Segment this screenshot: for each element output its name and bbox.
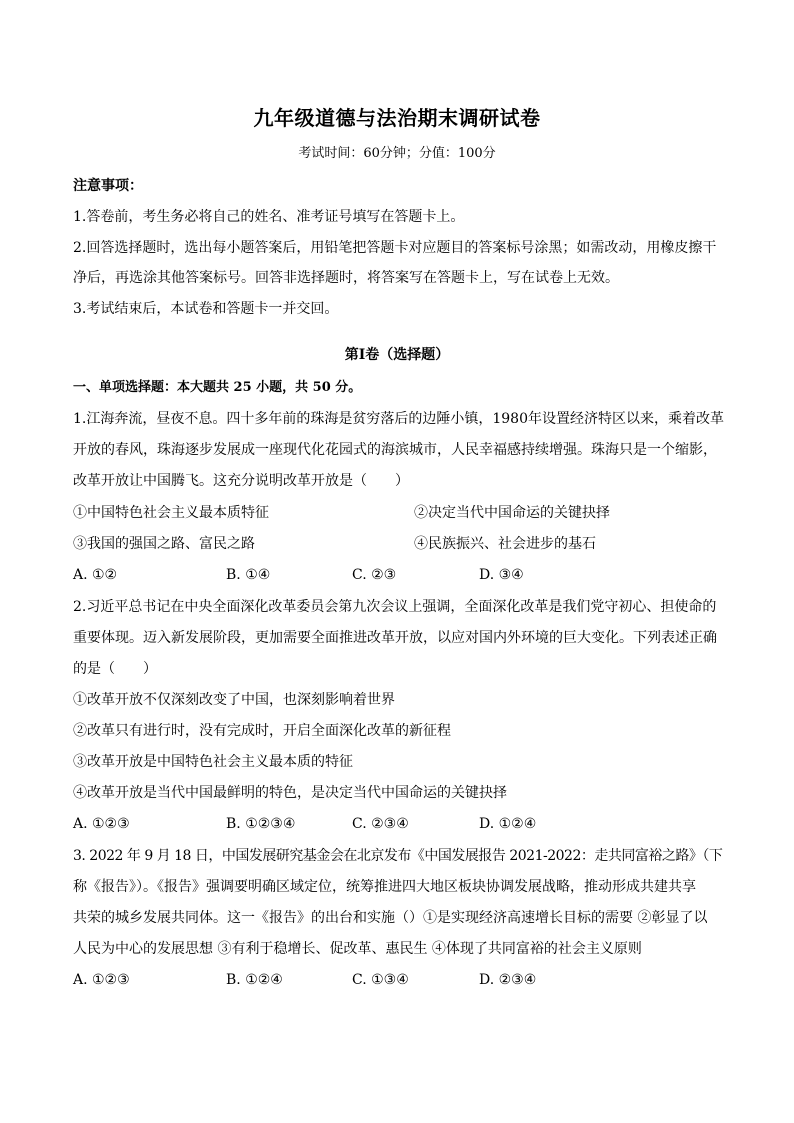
q2-stem-line: 重要体现。迈入新发展阶段，更加需要全面推进改革开放，以应对国内外环境的巨大变化。下列表述正确: [73, 630, 717, 646]
q1-stem-line: 改革开放让中国腾飞。这充分说明改革开放是（ ）: [73, 473, 409, 489]
q2-statement: ④改革开放是当代中国最鲜明的特色，是决定当代中国命运的关键抉择: [73, 785, 507, 801]
notes-item: 净后，再选涂其他答案标号。回答非选择题时，将答案写在答题卡上，写在试卷上无效。: [73, 270, 619, 286]
q3-stem-line: 3. 2022 年 9 月 18 日，中国发展研究基金会在北京发布《中国发展报告 2021-2022：走共同富裕之路》（下: [73, 848, 723, 864]
section-heading: [73, 378, 361, 398]
q1-option-c[interactable]: C. ②③: [352, 567, 397, 583]
notes-item: 1.答卷前，考生务必将自己的姓名、准考证号填写在答题卡上。: [73, 209, 465, 225]
notes-item: 3.考试结束后，本试卷和答题卡一并交回。: [73, 301, 339, 317]
q3-option-b[interactable]: B. ①②④: [226, 972, 283, 988]
q3-option-a[interactable]: A. ①②③: [73, 972, 130, 988]
exam-subtitle: 考试时间：60分钟；分值：100分: [298, 146, 496, 161]
q2-option-b[interactable]: B. ①②③④: [226, 816, 296, 832]
q3-option-c[interactable]: C. ①③④: [352, 972, 409, 988]
q2-statement: ①改革开放不仅深刻改变了中国，也深刻影响着世界: [73, 692, 395, 708]
q1-option-b[interactable]: B. ①④: [226, 567, 271, 583]
notes-heading: 注意事项：: [73, 178, 143, 194]
exam-title: 九年级道德与法治期末调研试卷: [253, 106, 541, 130]
q1-option-a[interactable]: A. ①②: [73, 567, 118, 583]
q2-option-d[interactable]: D. ①②④: [479, 816, 537, 832]
q1-statement: ①中国特色社会主义最本质特征: [73, 505, 269, 521]
q1-option-d[interactable]: D. ③④: [479, 567, 524, 583]
q2-stem-line: 2.习近平总书记在中央全面深化改革委员会第九次会议上强调，全面深化改革是我们党守初心、担使命的: [73, 599, 717, 615]
q1-stem-line: 1.江海奔流，昼夜不息。四十多年前的珠海是贫穷落后的边陲小镇，1980年设置经济特区以来，乘着改革: [73, 411, 724, 427]
section-heading-prefix: 一、单项选择题：: [73, 380, 178, 395]
q1-statement: ④民族振兴、社会进步的基石: [414, 536, 596, 552]
q2-option-c[interactable]: C. ②③④: [352, 816, 409, 832]
q2-statement: ③改革开放是中国特色社会主义最本质的特征: [73, 754, 353, 770]
section-title: 第I卷（选择题）: [344, 347, 450, 363]
q2-option-a[interactable]: A. ①②③: [73, 816, 130, 832]
q3-option-d[interactable]: D. ②③④: [479, 972, 537, 988]
q1-statement: ②决定当代中国命运的关键抉择: [414, 505, 610, 521]
q3-stem-line: 共荣的城乡发展共同体。这一《报告》的出台和实施（）①是实现经济高速增长目标的需要 ②彰显了以: [73, 910, 708, 926]
q1-stem-line: 开放的春风，珠海逐步发展成一座现代化花园式的海滨城市，人民幸福感持续增强。珠海只是一个缩影，: [73, 442, 717, 458]
notes-item: 2.回答选择题时，选出每小题答案后，用铅笔把答题卡对应题目的答案标号涂黑；如需改动，用橡皮擦干: [73, 240, 717, 256]
q2-stem-line: 的是（ ）: [73, 661, 157, 677]
q3-stem-line: 称《报告》）。《报告》强调要明确区域定位，统筹推进四大地区板块协调发展战略，推动形成共建共享: [73, 879, 696, 895]
q3-stem-line: 人民为中心的发展思想 ③有利于稳增长、促改革、惠民生 ④体现了共同富裕的社会主义原则: [73, 941, 642, 957]
section-heading-detail: 本大题共 25 小题，共 50 分。: [177, 380, 362, 395]
q1-statement: ③我国的强国之路、富民之路: [73, 536, 255, 552]
q2-statement: ②改革只有进行时，没有完成时，开启全面深化改革的新征程: [73, 723, 451, 739]
